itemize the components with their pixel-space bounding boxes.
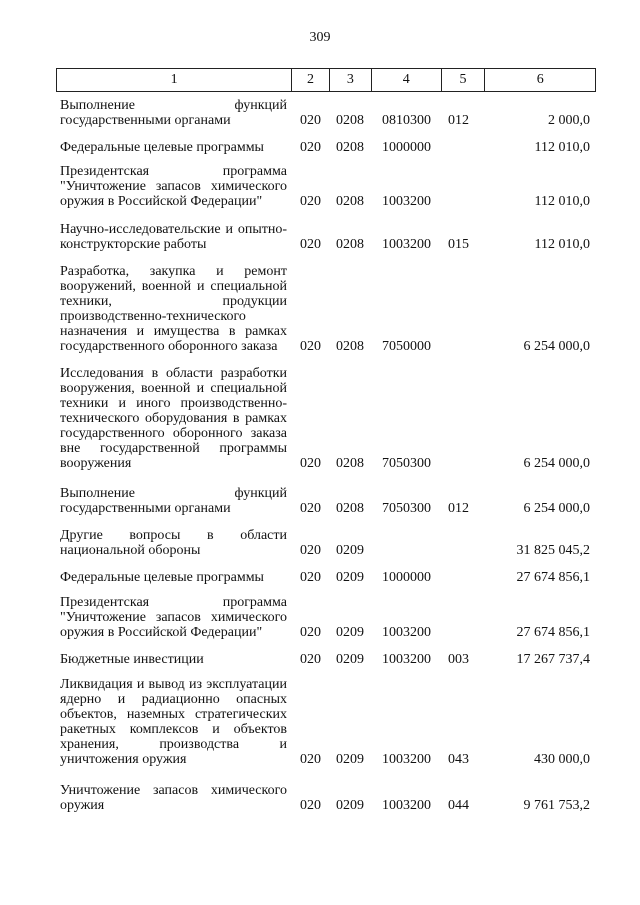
table-row: [60, 783, 590, 813]
cell-c4: 7050300: [382, 501, 431, 516]
cell-c4: 1000000: [382, 140, 431, 155]
description-line: технического оборудования в рамках: [60, 411, 287, 426]
description-line: производственно-технического: [60, 309, 246, 324]
cell-c2: 020: [300, 194, 321, 209]
cell-c3: 0208: [336, 113, 364, 128]
description-line: Ликвидация и вывод из эксплуатации: [60, 677, 287, 692]
description-line: Выполнение функций: [60, 98, 287, 113]
row-description: [60, 486, 287, 516]
description-line: Федеральные целевые программы: [60, 570, 264, 585]
table-row: [60, 486, 590, 516]
cell-c6: 27 674 856,1: [516, 570, 590, 585]
cell-c3: 0208: [336, 194, 364, 209]
header-col-1: 1: [57, 69, 292, 91]
table-row: [60, 164, 590, 209]
row-description: [60, 366, 287, 471]
cell-c4: 1003200: [382, 752, 431, 767]
table-row: [60, 677, 590, 767]
description-line: Уничтожение запасов химического: [60, 783, 287, 798]
row-description: [60, 164, 287, 209]
header-col-5: 5: [442, 69, 486, 91]
cell-c2: 020: [300, 113, 321, 128]
description-line: Другие вопросы в области: [60, 528, 287, 543]
header-col-6: 6: [536, 72, 544, 87]
table-row: [60, 140, 590, 155]
description-line: государственного оборонного заказа: [60, 426, 287, 441]
cell-c3: 0209: [336, 652, 364, 667]
cell-c3: 0209: [336, 543, 364, 558]
table-row: [60, 528, 590, 558]
row-description: [60, 677, 287, 767]
cell-c2: 020: [300, 543, 321, 558]
cell-c6: 27 674 856,1: [516, 625, 590, 640]
cell-c4: 1000000: [382, 570, 431, 585]
cell-c5: 044: [448, 798, 469, 813]
table-row: [60, 570, 590, 585]
cell-c5: 012: [448, 113, 469, 128]
table-row: [60, 652, 590, 667]
cell-c5: 043: [448, 752, 469, 767]
cell-c6: 31 825 045,2: [516, 543, 590, 558]
cell-c2: 020: [300, 625, 321, 640]
description-line: вооружения, военной и специальной: [60, 381, 287, 396]
cell-c3: 0209: [336, 752, 364, 767]
row-description: [60, 595, 287, 640]
row-description: [60, 264, 287, 354]
cell-c6: 6 254 000,0: [523, 339, 590, 354]
description-line: "Уничтожение запасов химического: [60, 610, 287, 625]
description-line: техники и иного производственно-: [60, 396, 287, 411]
cell-c3: 0209: [336, 625, 364, 640]
cell-c2: 020: [300, 752, 321, 767]
cell-c4: 1003200: [382, 625, 431, 640]
header-col-2: 2: [292, 69, 330, 91]
description-line: объектов, наземных стратегических: [60, 707, 287, 722]
description-line: государственного оборонного заказа: [60, 339, 278, 354]
cell-c6: 430 000,0: [534, 752, 590, 767]
description-line: ядерно и радиационно опасных: [60, 692, 287, 707]
description-line: оружия в Российской Федерации": [60, 194, 263, 209]
description-line: государственными органами: [60, 113, 231, 128]
row-description: [60, 652, 287, 667]
cell-c2: 020: [300, 456, 321, 471]
description-line: "Уничтожение запасов химического: [60, 179, 287, 194]
cell-c2: 020: [300, 570, 321, 585]
cell-c3: 0208: [336, 339, 364, 354]
cell-c5: 012: [448, 501, 469, 516]
description-line: государственными органами: [60, 501, 231, 516]
row-description: [60, 140, 287, 155]
cell-c6: 6 254 000,0: [523, 456, 590, 471]
description-line: вне государственной программы: [60, 441, 287, 456]
cell-c6: 2 000,0: [548, 113, 590, 128]
cell-c4: 1003200: [382, 652, 431, 667]
cell-c6: 17 267 737,4: [516, 652, 590, 667]
cell-c4: 0810300: [382, 113, 431, 128]
cell-c3: 0209: [336, 798, 364, 813]
table-row: [60, 264, 590, 354]
description-line: ракетных комплексов и объектов: [60, 722, 287, 737]
description-line: Президентская программа: [60, 595, 287, 610]
header-col-4: 4: [372, 69, 442, 91]
cell-c5: 003: [448, 652, 469, 667]
description-line: техники, продукции: [60, 294, 287, 309]
row-description: [60, 570, 287, 585]
description-line: национальной обороны: [60, 543, 201, 558]
row-description: [60, 98, 287, 128]
cell-c2: 020: [300, 140, 321, 155]
description-line: Разработка, закупка и ремонт: [60, 264, 287, 279]
cell-c4: 7050300: [382, 456, 431, 471]
cell-c6: 112 010,0: [534, 237, 590, 252]
header-col-3: 3: [330, 69, 372, 91]
cell-c6: 6 254 000,0: [523, 501, 590, 516]
page-number: 309: [309, 30, 331, 45]
cell-c4: 1003200: [382, 237, 431, 252]
cell-c4: 1003200: [382, 798, 431, 813]
cell-c6: 9 761 753,2: [523, 798, 590, 813]
description-line: Научно-исследовательские и опытно-: [60, 222, 287, 237]
table-row: [60, 98, 590, 128]
table-row: [60, 595, 590, 640]
description-line: вооружения: [60, 456, 132, 471]
description-line: Исследования в области разработки: [60, 366, 287, 381]
cell-c4: 1003200: [382, 194, 431, 209]
description-line: Бюджетные инвестиции: [60, 652, 204, 667]
row-description: [60, 783, 287, 813]
cell-c6: 112 010,0: [534, 194, 590, 209]
description-line: Выполнение функций: [60, 486, 287, 501]
table-row: [60, 222, 590, 252]
row-description: [60, 222, 287, 252]
cell-c3: 0208: [336, 456, 364, 471]
cell-c3: 0208: [336, 140, 364, 155]
cell-c2: 020: [300, 798, 321, 813]
cell-c5: 015: [448, 237, 469, 252]
table-row: [60, 366, 590, 471]
description-line: назначения и имущества в рамках: [60, 324, 287, 339]
cell-c3: 0208: [336, 237, 364, 252]
description-line: Президентская программа: [60, 164, 287, 179]
description-line: хранения, производства и: [60, 737, 287, 752]
description-line: оружия: [60, 798, 105, 813]
description-line: вооружений, военной и специальной: [60, 279, 287, 294]
row-description: [60, 528, 287, 558]
cell-c6: 112 010,0: [534, 140, 590, 155]
table-header: [56, 68, 596, 92]
cell-c4: 7050000: [382, 339, 431, 354]
description-line: Федеральные целевые программы: [60, 140, 264, 155]
cell-c2: 020: [300, 652, 321, 667]
description-line: уничтожения оружия: [60, 752, 187, 767]
description-line: оружия в Российской Федерации": [60, 625, 263, 640]
cell-c2: 020: [300, 501, 321, 516]
description-line: конструкторские работы: [60, 237, 207, 252]
cell-c2: 020: [300, 237, 321, 252]
cell-c3: 0209: [336, 570, 364, 585]
cell-c3: 0208: [336, 501, 364, 516]
cell-c2: 020: [300, 339, 321, 354]
